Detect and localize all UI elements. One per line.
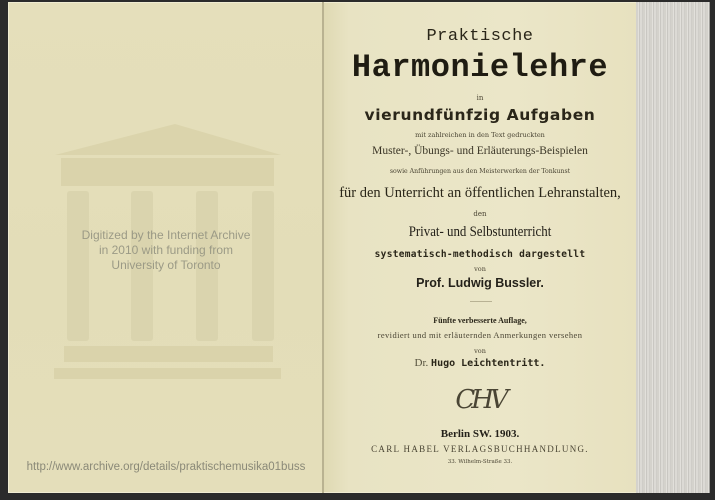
revision-text: revidiert und mit erläuternden Anmerkungen versehen — [377, 330, 583, 340]
connector-in: in — [476, 94, 484, 102]
edition-text: Fünfte verbesserte Auflage, — [433, 316, 527, 325]
publisher-address: 33. Wilhelm-Straße 33. — [447, 459, 513, 465]
watermark-line: Digitized by the Internet Archive — [81, 228, 251, 242]
place-year: Berlin SW. 1903. — [440, 428, 520, 440]
text-line: Privat- und Selbstunterricht — [408, 224, 552, 240]
text-line: sowie Anführungen aus den Meisterwerken der Tonkunst — [389, 168, 571, 175]
page-edges-stack[interactable] — [636, 2, 710, 493]
author-name: Prof. Ludwig Bussler. — [416, 276, 544, 290]
subtitle: vierundfünfzig Aufgaben — [364, 106, 596, 124]
connector-von: von — [474, 265, 486, 273]
divider-rule — [470, 301, 492, 302]
publisher-name: CARL HABEL VERLAGSBUCHHANDLUNG. — [371, 444, 589, 454]
text-line: für den Unterricht an öffentlichen Lehranstalten, — [339, 185, 621, 201]
left-page[interactable] — [8, 2, 322, 493]
right-page[interactable] — [324, 2, 636, 493]
text-line: mit zahlreichen in den Text gedruckten — [415, 131, 545, 139]
text-line: Muster-, Übungs- und Erläuterungs-Beispielen — [372, 145, 588, 157]
publisher-monogram-icon: CHV — [455, 385, 505, 415]
title-small: Praktische — [426, 27, 534, 46]
watermark-line: University of Toronto — [111, 258, 221, 272]
page-title: Harmonielehre — [351, 49, 609, 86]
editor-full-name: Hugo Leichtentritt. — [431, 358, 546, 369]
text-line: den — [473, 210, 487, 218]
connector-von: von — [474, 347, 486, 355]
editor-name — [324, 357, 636, 369]
text-line: systematisch-methodisch dargestellt — [374, 249, 586, 260]
watermark-line: in 2010 with funding from — [98, 243, 234, 257]
editor-prefix: Dr. — [414, 357, 429, 369]
archive-url[interactable]: http://www.archive.org/details/praktischemusika01buss — [26, 461, 306, 473]
